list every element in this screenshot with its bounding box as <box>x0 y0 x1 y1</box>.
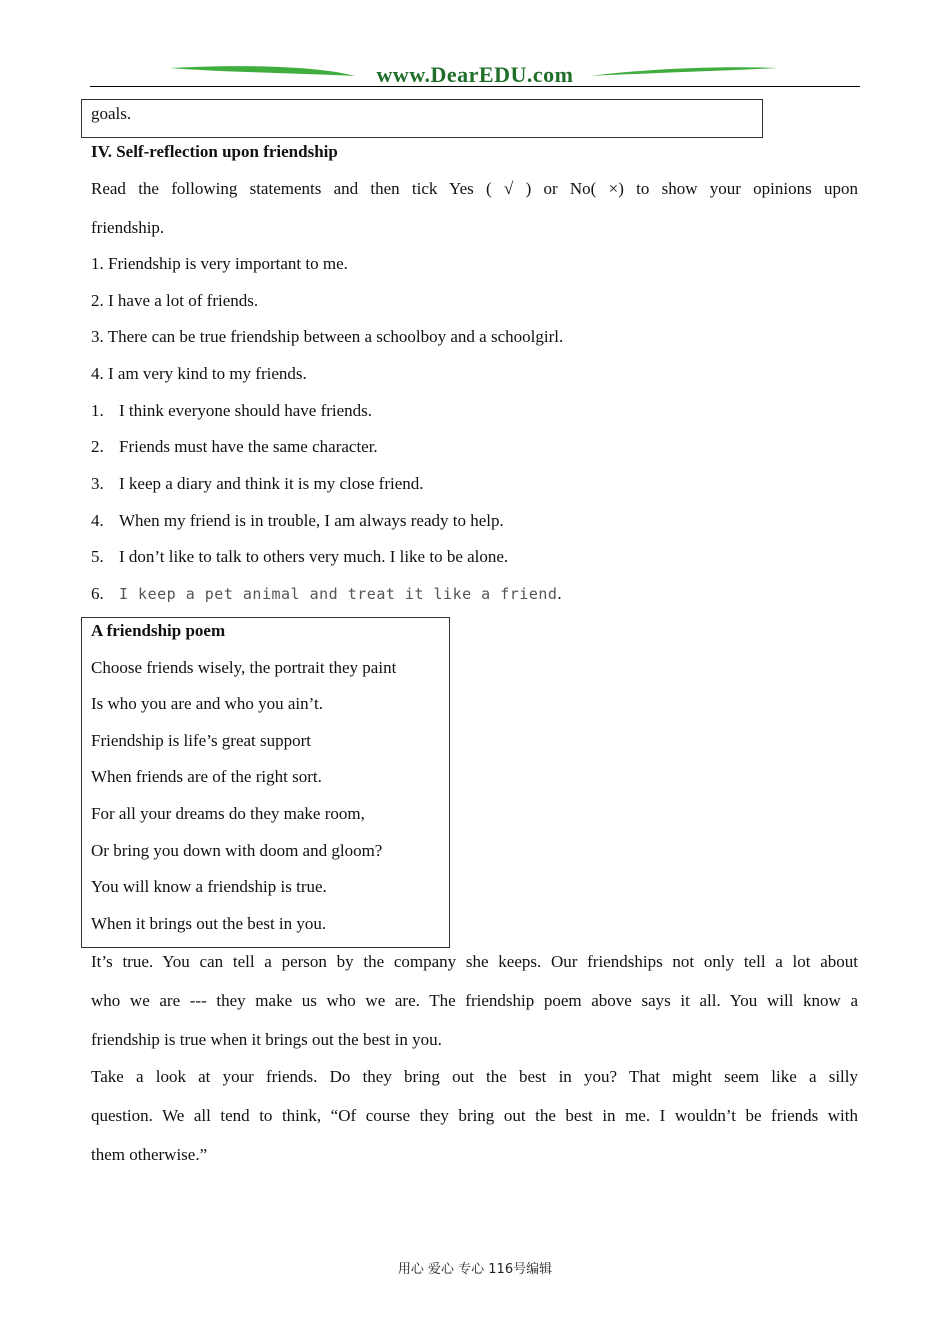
paragraph-2-line-3: them otherwise.” <box>91 1145 208 1164</box>
instruction-line-1: Read the following statements and then tick Yes ( √ ) or No( ×) to show your opinions upon <box>91 179 858 198</box>
site-logo-text[interactable]: www.DearEDU.com <box>376 62 574 87</box>
statement-b-3 <box>91 473 424 495</box>
poem-line: Is who you are and who you ain’t. <box>91 694 323 713</box>
page-footer: 用心 爱心 专心 116号编辑 <box>397 1262 553 1277</box>
paragraph-1-line-3: friendship is true when it brings out the best in you. <box>91 1030 442 1049</box>
list-text: I don’t like to talk to others very much. I like to be alone. <box>119 547 509 566</box>
list-text: I keep a diary and think it is my close friend. <box>119 474 424 493</box>
list-number: 6. <box>91 584 104 603</box>
paragraph-1-line-2: who we are --- they make us who we are. The friendship poem above says it all. You will know a <box>91 991 858 1010</box>
statement-b-2 <box>91 436 378 458</box>
header-rule <box>90 86 860 87</box>
statement-a-4: 4. I am very kind to my friends. <box>91 364 307 383</box>
top-box <box>81 99 763 138</box>
paragraph-2-line-1: Take a look at your friends. Do they bring out the best in you? That might seem like a silly <box>91 1067 858 1086</box>
poem-line: Choose friends wisely, the portrait they paint <box>91 658 397 677</box>
list-number: 4. <box>91 511 104 530</box>
paragraph-1-line-1: It’s true. You can tell a person by the company she keeps. Our friendships not only tell a lot about <box>91 952 858 971</box>
poem-line: When it brings out the best in you. <box>91 914 327 933</box>
section-title: IV. Self-reflection upon friendship <box>91 142 338 161</box>
poem-line: Friendship is life’s great support <box>91 731 312 750</box>
list-number: 2. <box>91 437 104 456</box>
list-text-end: . <box>557 584 562 603</box>
top-box-text: goals. <box>91 104 132 123</box>
list-number: 3. <box>91 474 104 493</box>
paragraph-2-line-2: question. We all tend to think, “Of course they bring out the best in me. I wouldn’t be friends with <box>91 1106 858 1125</box>
statement-a-2: 2. I have a lot of friends. <box>91 291 259 310</box>
statement-b-4 <box>91 510 504 532</box>
poem-line: For all your dreams do they make room, <box>91 804 365 823</box>
statement-b-6 <box>91 583 562 605</box>
poem-title: A friendship poem <box>91 621 226 640</box>
poem-line: You will know a friendship is true. <box>91 877 327 896</box>
site-header <box>90 60 860 88</box>
list-text: I keep a pet animal and treat it like a friend <box>119 585 558 603</box>
poem-line: When friends are of the right sort. <box>91 767 322 786</box>
list-number: 1. <box>91 401 104 420</box>
poem-line: Or bring you down with doom and gloom? <box>91 841 383 860</box>
statement-a-1: 1. Friendship is very important to me. <box>91 254 348 273</box>
list-text: When my friend is in trouble, I am always ready to help. <box>119 511 504 530</box>
list-text: Friends must have the same character. <box>119 437 378 456</box>
list-number: 5. <box>91 547 104 566</box>
statement-b-1 <box>91 400 372 422</box>
statement-b-5 <box>91 546 508 568</box>
instruction-line-2: friendship. <box>91 218 165 237</box>
list-text: I think everyone should have friends. <box>119 401 373 420</box>
statement-a-3: 3. There can be true friendship between a schoolboy and a schoolgirl. <box>91 327 564 346</box>
